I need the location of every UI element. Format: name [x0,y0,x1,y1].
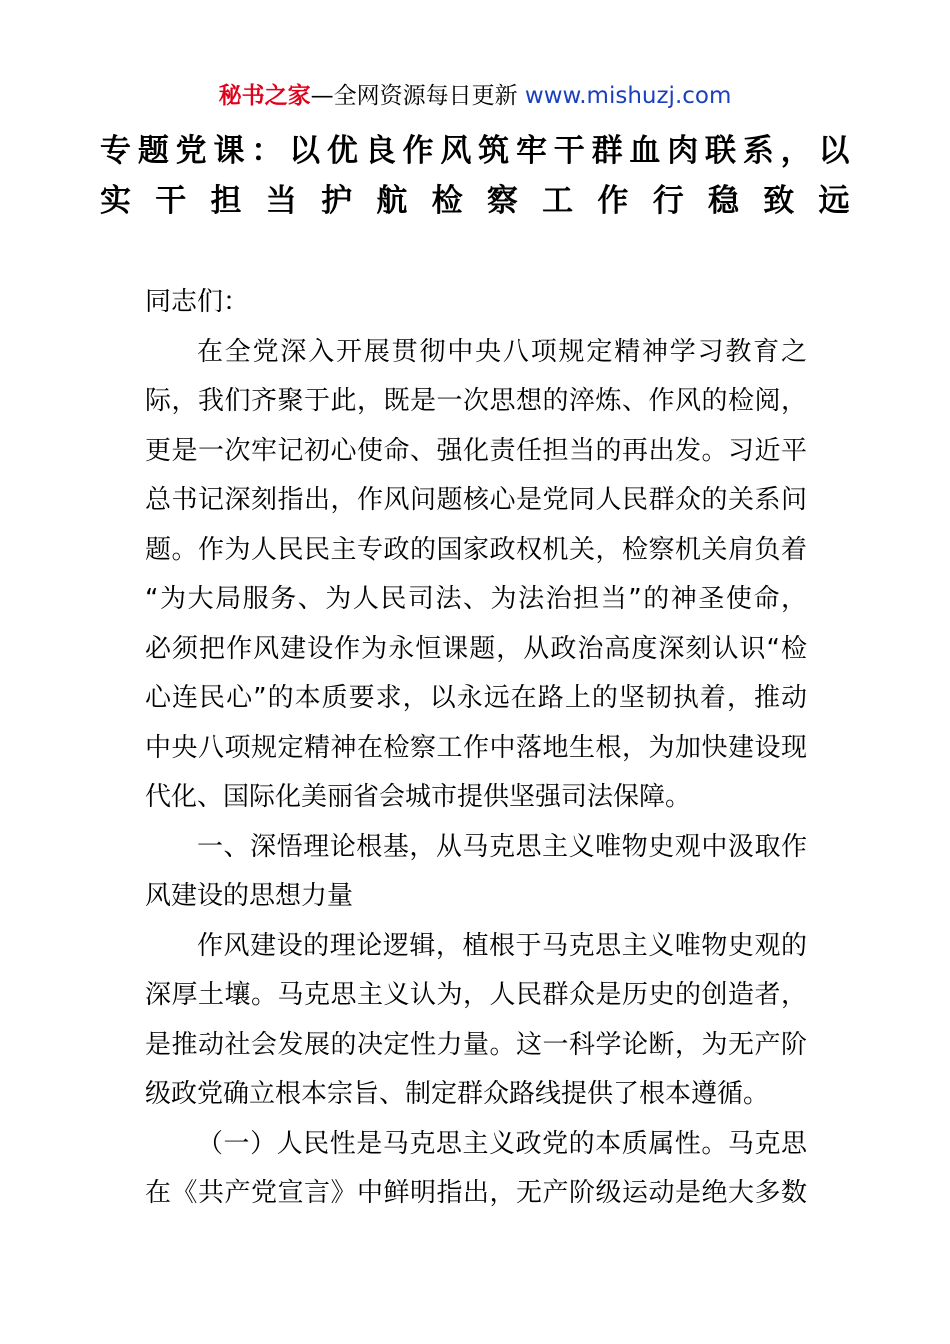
title-line: 专题党课：以优良作风筑牢干群血肉联系，以 [100,133,850,169]
paragraph-line: 在《共产党宣言》中鲜明指出，无产阶级运动是绝大多数 [145,1178,807,1208]
document-body [145,278,807,1219]
section-heading-line: 一、深悟理论根基，从马克思主义唯物史观中汲取作 [197,831,807,862]
paragraph-line: 深厚土壤。马克思主义认为，人民群众是历史的创造者， [145,980,807,1010]
document-title [100,126,850,225]
paragraph-line: 必须把作风建设作为永恒课题，从政治高度深刻认识“检 [145,633,807,664]
site-url-link[interactable]: www.mishuzj.com [524,83,732,109]
paragraph-line: 更是一次牢记初心使命、强化责任担当的再出发。习近平 [145,435,807,466]
paragraph-line: “为大局服务、为人民司法、为法治担当”的神圣使命， [145,584,807,614]
paragraph-line: 代化、国际化美丽省会城市提供坚强司法保障。 [145,782,692,812]
site-header [0,80,950,112]
paragraph-line: 题。作为人民民主专政的国家政权机关，检察机关肩负着 [145,534,807,565]
paragraph-line: 在全党深入开展贯彻中央八项规定精神学习教育之 [197,336,807,367]
paragraph-line: 心连民心”的本质要求，以永远在路上的坚韧执着，推动 [145,683,807,713]
paragraph-line: 级政党确立根本宗旨、制定群众路线提供了根本遵循。 [145,1079,770,1109]
title-line: 实干担当护航检察工作行稳致远 [100,182,850,219]
paragraph-line: 际，我们齐聚于此，既是一次思想的淬炼、作风的检阅， [145,386,807,416]
paragraph-line: 作风建设的理论逻辑，植根于马克思主义唯物史观的 [197,930,807,961]
header-tagline: —全网资源每日更新 [310,83,518,109]
brand-name: 秘书之家 [218,83,311,109]
salutation: 同志们： [145,287,250,317]
paragraph-line: （一）人民性是马克思主义政党的本质属性。马克思 [197,1128,807,1159]
paragraph-line: 是推动社会发展的决定性力量。这一科学论断，为无产阶 [145,1029,807,1060]
section-heading-line: 风建设的思想力量 [145,881,354,911]
paragraph-line: 中央八项规定精神在检察工作中落地生根，为加快建设现 [145,732,807,763]
paragraph-line: 总书记深刻指出，作风问题核心是党同人民群众的关系问 [145,485,807,515]
